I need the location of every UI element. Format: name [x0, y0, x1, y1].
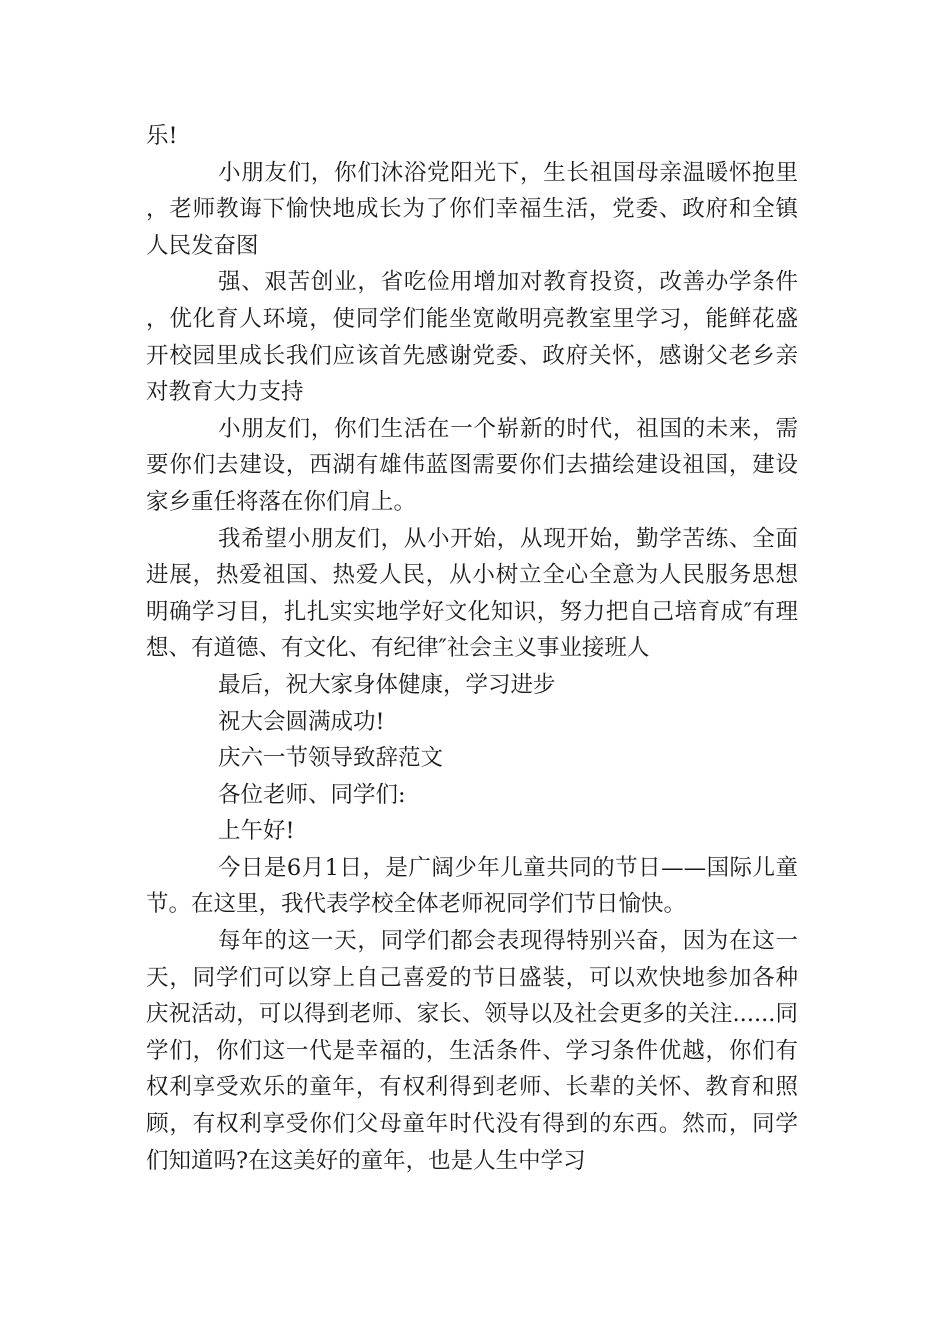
paragraph-3: 强、艰苦创业，省吃俭用增加对教育投资，改善办学条件，优化育人环境，使同学们能坐宽敞明亮教室里学习，能鲜花盛开校园里成长我们应该首先感谢党委、政府关怀，感谢父老乡亲对教育大力支持 [146, 269, 798, 406]
paragraph-7: 祝大会圆满成功! [218, 708, 385, 735]
document-body [146, 118, 798, 1179]
paragraph-1: 乐! [146, 123, 178, 149]
paragraph-6: 最后，祝大家身体健康，学习进步 [218, 671, 556, 698]
paragraph-5: 我希望小朋友们，从小开始，从现开始，勤学苦练、全面进展，热爱祖国、热爱人民，从小树立全心全意为人民服务思想明确学习目，扎扎实实地学好文化知识，努力把自己培育成″有理想、有道德、有文化、有纪律″社会主义事业接班人 [146, 525, 798, 662]
paragraph-11: 今日是6月1日，是广阔少年儿童共同的节日——国际儿童节。在这里，我代表学校全体老师祝同学们节日愉快。 [146, 854, 798, 918]
salutation: 各位老师、同学们: [218, 781, 406, 808]
paragraph-4: 小朋友们，你们生活在一个崭新的时代，祖国的未来，需要你们去建设，西湖有雄伟蓝图需要你们去描绘建设祖国，建设家乡重任将落在你们肩上。 [146, 415, 798, 515]
greeting: 上午好! [218, 818, 295, 845]
paragraph-2: 小朋友们，你们沐浴党阳光下，生长祖国母亲温暖怀抱里，老师教诲下愉快地成长为了你们幸福生活，党委、政府和全镇人民发奋图 [146, 159, 798, 259]
section-heading: 庆六一节领导致辞范文 [218, 745, 444, 772]
paragraph-12: 每年的这一天，同学们都会表现得特别兴奋，因为在这一天，同学们可以穿上自己喜爱的节日盛装，可以欢快地参加各种庆祝活动，可以得到老师、家长、领导以及社会更多的关注......同学们，你们这一代是幸福的，生活条件、学习条件优越，你们有权利享受欢乐的童年，有权利得到老师、长辈的关怀、教育和照顾，有权利享受你们父母童年时代没有得到的东西。然而，同学们知道吗?在这美好的童年，也是人生中学习 [146, 928, 798, 1174]
